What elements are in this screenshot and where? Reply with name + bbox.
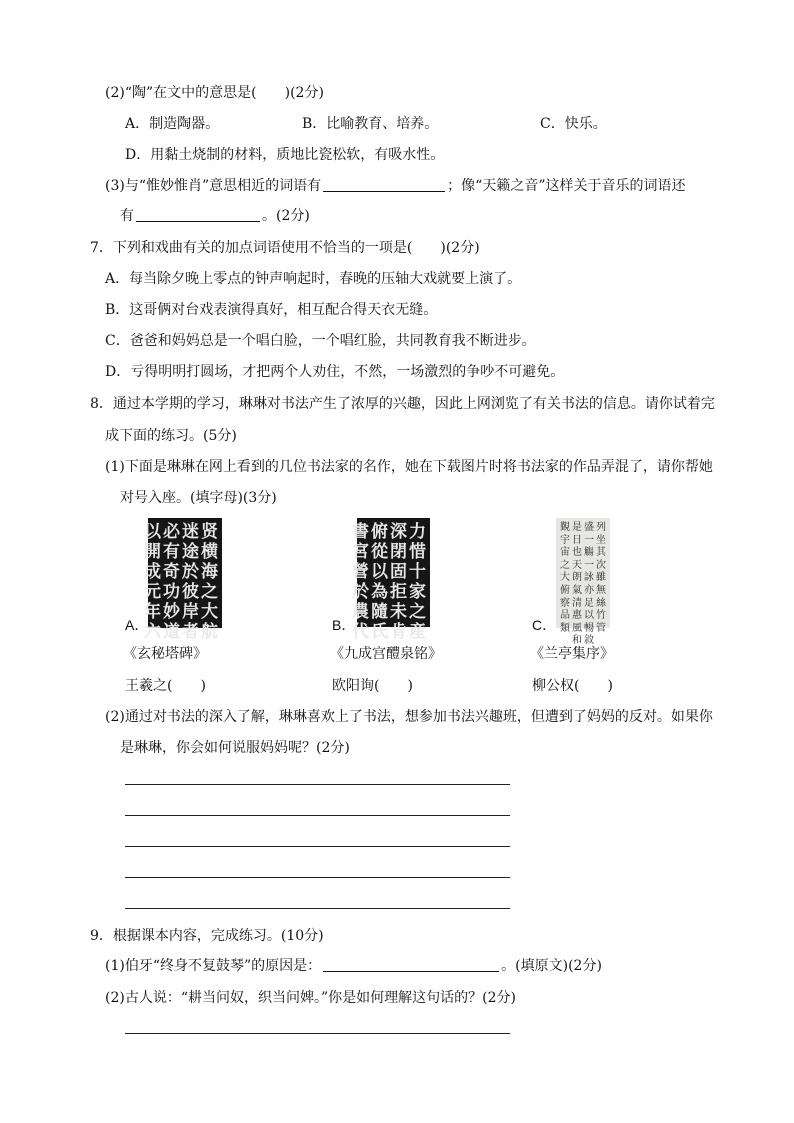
calligraphy-char: 盛 [584, 522, 594, 533]
calligraphy-char: 次 [596, 559, 606, 571]
q8-stem-line2: 成下面的练习。(5分) [105, 428, 237, 444]
answer-line-4[interactable] [125, 877, 510, 878]
calligraphy-char: 大 [201, 602, 218, 622]
q9-part1 [105, 956, 602, 976]
calligraphy-char: 横 [201, 542, 218, 562]
calligraphy-char: 元 [144, 582, 161, 602]
calligraphy-char: 道 [163, 622, 180, 642]
calligraphy-char: 隨 [371, 602, 388, 622]
image-b-text-3 [371, 522, 388, 642]
q8-part1-line2: 对号入座。(填字母)(3分) [120, 490, 277, 506]
calligraphy-char: 為 [371, 582, 388, 602]
calligraphy-char: 開 [144, 542, 161, 562]
q6-part2-option-a: A．制造陶器。 [125, 116, 220, 132]
image-a-col-2 [182, 522, 199, 642]
calligraphy-char: 海 [201, 562, 218, 582]
q6-part2-stem: (2)“陶”在文中的意思是( )(2分) [105, 85, 324, 101]
calligraphy-char: 風 [572, 622, 582, 634]
image-c-col-3 [572, 522, 582, 647]
calligraphy-char: 以 [584, 610, 594, 622]
q7-option-c: C．爸爸和妈妈总是一个唱白脸，一个唱红脸，共同教育我不断进步。 [105, 333, 536, 349]
image-b-col-4 [352, 522, 369, 642]
calligraphy-char: 之 [201, 582, 218, 602]
q9-part1-text2: 。(填原文)(2分) [501, 958, 602, 974]
calligraphy-char: 之 [560, 559, 570, 571]
calligraphy-char: 類 [560, 622, 570, 634]
calligraphy-char: 六 [144, 622, 161, 642]
calligraphy-char: 有 [163, 542, 180, 562]
calligraphy-char: 管 [596, 622, 606, 634]
calligraphy-char: 察 [560, 597, 570, 609]
answer-line-2[interactable] [125, 815, 510, 816]
calligraphy-char: 固 [390, 562, 407, 582]
work-a-title: 《玄秘塔碑》 [123, 646, 207, 662]
calligraphy-char: 敘 [584, 635, 594, 647]
calligraphy-char: 航 [201, 622, 218, 642]
calligraphy-char: 産 [409, 622, 426, 642]
calligraphy-char: 俯 [371, 522, 388, 542]
q6-part3-line1 [105, 176, 685, 196]
q8-part2-line2: 是琳琳，你会如何说服妈妈呢？(2分) [120, 740, 350, 756]
calligraphy-char: 雖 [596, 572, 606, 584]
calligraphy-char: 肯 [390, 622, 407, 642]
calligraphy-char: 岸 [182, 602, 199, 622]
image-b-col-3 [371, 522, 388, 642]
image-b-col-2 [390, 522, 407, 642]
q7-option-b: B．这哥俩对台戏表演得真好，相互配合得天衣无缝。 [105, 302, 438, 318]
calligraphy-char: 迷 [182, 522, 199, 542]
calligraphy-char: 年 [144, 602, 161, 622]
q9-part1-blank[interactable] [323, 957, 499, 972]
calligraphy-char: 氣 [572, 584, 582, 596]
calligraphy-char: 也 [572, 547, 582, 559]
calligraphy-char: 其 [596, 547, 606, 559]
calligraphy-char: 代 [352, 622, 369, 642]
calligraphy-char: 以 [144, 522, 161, 542]
q6-part2-option-b: B．比喻教育、培养。 [302, 116, 439, 132]
artist-b-answer[interactable]: 欧阳询( ) [332, 678, 413, 694]
calligraphy-char: 深 [390, 522, 407, 542]
image-a-col-1 [201, 522, 218, 642]
q9-part2: (2)古人说：“耕当问奴，织当问婢。”你是如何理解这句话的？(2分) [105, 990, 516, 1006]
calligraphy-char: 成 [144, 562, 161, 582]
work-b-title: 《九成宫醴泉铭》 [330, 646, 442, 662]
image-a-text-1 [201, 522, 218, 642]
image-a-col-3 [163, 522, 180, 642]
calligraphy-image-c [556, 518, 610, 647]
calligraphy-char: 功 [163, 582, 180, 602]
image-a-text-2 [182, 522, 199, 642]
calligraphy-char: 閉 [390, 542, 407, 562]
calligraphy-char: 營 [352, 562, 369, 582]
calligraphy-image-b [352, 518, 430, 642]
calligraphy-char: 觴 [584, 547, 594, 559]
calligraphy-image-a [144, 518, 222, 642]
calligraphy-char: 日 [572, 534, 582, 546]
q9-stem: 9．根据课本内容，完成练习。(10分) [90, 928, 324, 944]
calligraphy-char: 農 [352, 602, 369, 622]
work-c-title: 《兰亭集序》 [530, 646, 614, 662]
calligraphy-char: 俯 [560, 584, 570, 596]
calligraphy-char: 妙 [163, 602, 180, 622]
q7-stem: 7．下列和戏曲有关的加点词语使用不恰当的一项是( )(2分) [90, 240, 480, 256]
calligraphy-char: 坐 [596, 534, 606, 546]
image-b-text-1 [409, 522, 426, 642]
calligraphy-char: 惜 [409, 542, 426, 562]
calligraphy-char: 朗 [572, 572, 582, 584]
q7-option-a: A．每当除夕晚上零点的钟声响起时，春晚的压轴大戏就要上演了。 [105, 271, 522, 287]
calligraphy-char: 覲 [560, 522, 570, 533]
calligraphy-char: 力 [409, 522, 426, 542]
calligraphy-char: 贤 [201, 522, 218, 542]
calligraphy-char: 是 [572, 522, 582, 533]
q8-part2-line1: (2)通过对书法的深入了解，琳琳喜欢上了书法，想参加书法兴趣班，但遭到了妈妈的反对。如果你 [105, 709, 713, 725]
calligraphy-char: 絲 [596, 597, 606, 609]
calligraphy-char: 氏 [371, 622, 388, 642]
calligraphy-char: 詠 [584, 572, 594, 584]
q6-part2-option-d: D．用黏土烧制的材料，质地比瓷松软，有吸水性。 [125, 147, 445, 163]
work-b-letter: B． [332, 617, 356, 633]
q6-part3-text3: 有 [120, 208, 134, 224]
q6-part3-text1: (3)与“惟妙惟肖”意思相近的词语有 [105, 178, 322, 194]
artist-c-answer[interactable]: 柳公权( ) [532, 678, 613, 694]
calligraphy-char: 於 [182, 562, 199, 582]
calligraphy-char: 足 [584, 597, 594, 609]
calligraphy-char: 惠 [572, 610, 582, 622]
answer-line-5[interactable] [125, 908, 510, 909]
work-c-letter: C． [532, 617, 557, 633]
calligraphy-char: 未 [390, 602, 407, 622]
calligraphy-char: 奇 [163, 562, 180, 582]
calligraphy-char: 清 [572, 597, 582, 609]
q6-part3-line2 [120, 206, 310, 226]
calligraphy-char: 十 [409, 562, 426, 582]
image-c-col-4 [560, 522, 570, 634]
image-b-text-2 [390, 522, 407, 642]
q6-part3-blank1[interactable] [323, 177, 445, 192]
calligraphy-char: 大 [560, 572, 570, 584]
image-b-col-1 [409, 522, 426, 642]
calligraphy-char: 一 [584, 534, 594, 546]
calligraphy-char: 家 [409, 582, 426, 602]
calligraphy-char: 無 [596, 584, 606, 596]
calligraphy-char: 宇 [560, 534, 570, 546]
q8-stem-line1: 8．通过本学期的学习，琳琳对书法产生了浓厚的兴趣，因此上网浏览了有关书法的信息。请你试着完 [90, 396, 715, 412]
calligraphy-char: 從 [371, 542, 388, 562]
q9-answer-line[interactable] [125, 1033, 510, 1034]
calligraphy-char: 拒 [390, 582, 407, 602]
calligraphy-char: 和 [572, 635, 582, 647]
image-a-text-3 [163, 522, 180, 642]
calligraphy-char: 之 [409, 602, 426, 622]
q9-part1-text1: (1)伯牙“终身不复鼓琴”的原因是： [105, 958, 322, 974]
calligraphy-char: 者 [182, 622, 199, 642]
calligraphy-char: 宮 [352, 542, 369, 562]
q6-part3-text2: ；像“天籁之音”这样关于音乐的词语还 [447, 178, 686, 194]
calligraphy-char: 暢 [584, 622, 594, 634]
calligraphy-char: 亦 [584, 584, 594, 596]
artist-a-answer[interactable]: 王羲之( ) [125, 678, 206, 694]
q6-part2-option-c: C．快乐。 [540, 116, 607, 132]
calligraphy-char: 列 [596, 522, 606, 533]
image-c-text-3 [572, 522, 582, 648]
calligraphy-char: 宙 [560, 547, 570, 559]
answer-line-1[interactable] [125, 784, 510, 785]
image-c-col-1 [596, 522, 606, 634]
calligraphy-char: 途 [182, 542, 199, 562]
calligraphy-char: 彼 [182, 582, 199, 602]
image-c-col-2 [584, 522, 594, 647]
calligraphy-char: 以 [371, 562, 388, 582]
answer-line-3[interactable] [125, 846, 510, 847]
image-a-col-4 [144, 522, 161, 642]
q6-part3-blank2[interactable] [136, 207, 260, 222]
image-c-text-2 [584, 522, 594, 648]
calligraphy-char: 一 [584, 559, 594, 571]
calligraphy-char: 品 [560, 610, 570, 622]
q7-option-d: D．亏得明明打圆场，才把两个人劝住，不然，一场激烈的争吵不可避免。 [105, 364, 565, 380]
image-c-text-4 [560, 522, 570, 635]
image-c-text-1 [596, 522, 606, 635]
q8-part1-line1: (1)下面是琳琳在网上看到的几位书法家的名作，她在下载图片时将书法家的作品弄混了，请你帮她 [105, 459, 713, 475]
work-a-letter: A． [125, 617, 149, 633]
calligraphy-char: 必 [163, 522, 180, 542]
calligraphy-char: 天 [572, 559, 582, 571]
q6-part3-text4: 。(2分) [262, 208, 310, 224]
calligraphy-char: 書 [352, 522, 369, 542]
calligraphy-char: 竹 [596, 610, 606, 622]
calligraphy-char: 於 [352, 582, 369, 602]
